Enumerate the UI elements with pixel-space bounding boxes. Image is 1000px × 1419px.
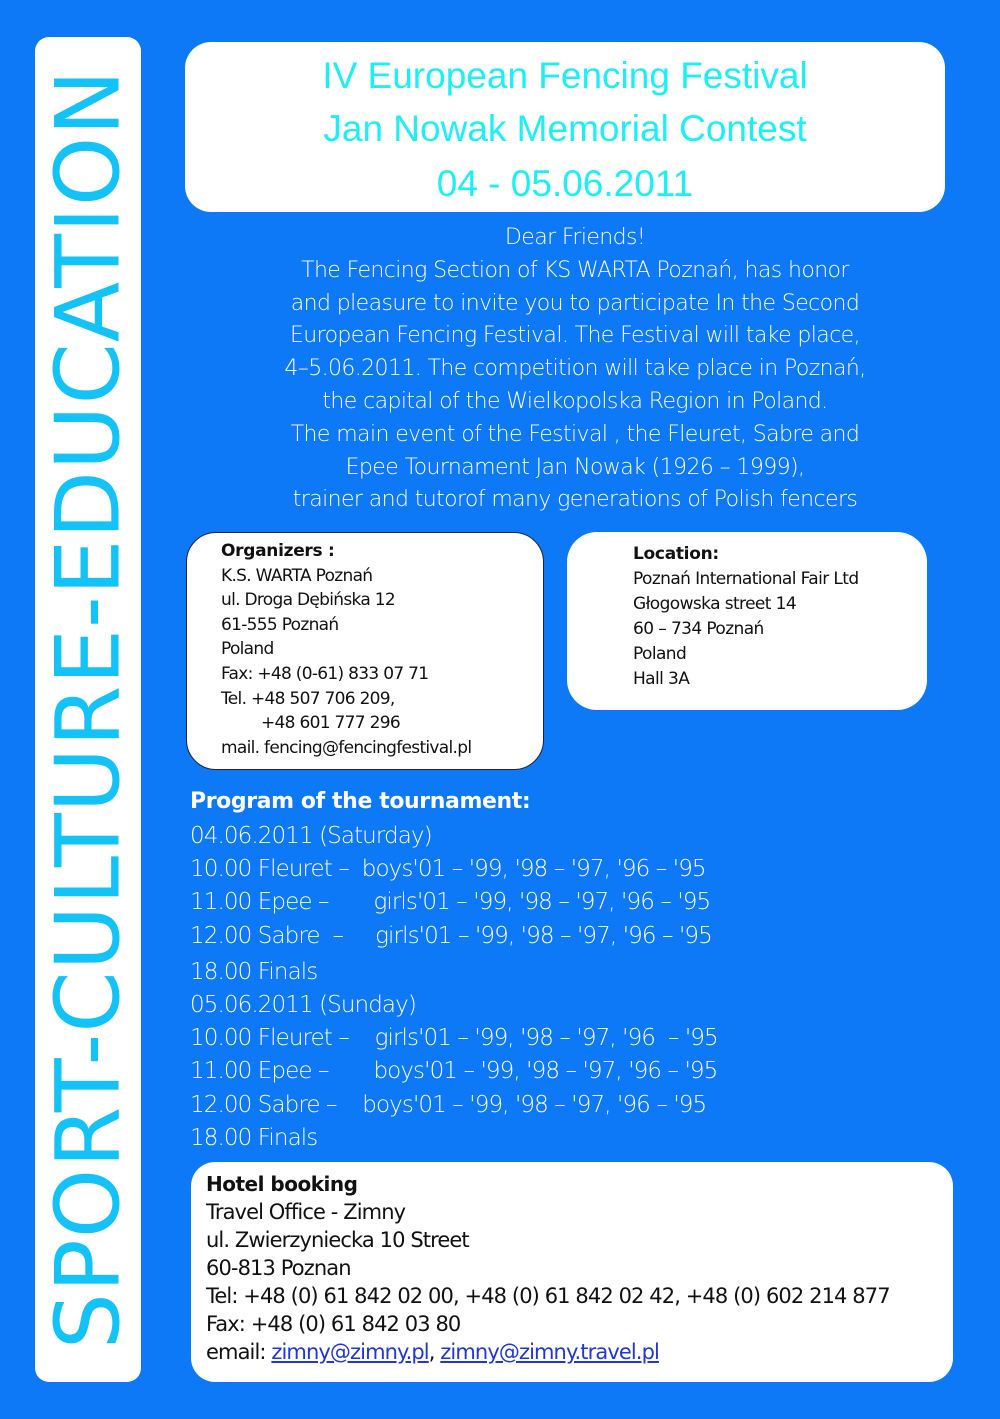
program-entry: 18.00 Finals <box>190 958 318 985</box>
hotel-heading: Hotel booking <box>206 1172 358 1196</box>
intro-line: the capital of the Wielkopolska Region in Poland. <box>322 388 828 414</box>
program-heading: Program of the tournament: <box>190 789 531 814</box>
festival-title: IV European Fencing Festival <box>322 55 808 96</box>
hotel-tel: Tel: +48 (0) 61 842 02 00, +48 (0) 61 842 02 42, +48 (0) 602 214 877 <box>206 1284 890 1308</box>
hotel-street: ul. Zwierzyniecka 10 Street <box>206 1228 469 1252</box>
organizers-heading: Organizers : <box>221 541 335 561</box>
organizer-fax: Fax: +48 (0-61) 833 07 71 <box>221 663 429 684</box>
location-heading: Location: <box>633 544 719 564</box>
intro-line: European Fencing Festival. The Festival will take place, <box>289 323 861 349</box>
organizer-tel: Tel. +48 507 706 209, <box>221 688 395 709</box>
event-dates: 04 - 05.06.2011 <box>436 163 694 204</box>
intro-line: The Fencing Section of KS WARTA Poznań, has honor <box>301 257 849 283</box>
hotel-booking-card <box>191 1162 953 1382</box>
program-entry: 12.00 Sabre – boys'01 – '99, '98 – '97, '96 – '95 <box>190 1091 707 1118</box>
organizer-tel-2: +48 601 777 296 <box>261 713 400 734</box>
contest-subtitle: Jan Nowak Memorial Contest <box>323 108 807 149</box>
hotel-email-label: email: <box>206 1340 272 1364</box>
hotel-postal: 60-813 Poznan <box>206 1256 351 1280</box>
location-hall: Hall 3A <box>633 669 690 689</box>
location-country: Poland <box>633 644 687 664</box>
organizer-postal: 61-555 Poznań <box>221 614 339 635</box>
program-entry: 10.00 Fleuret – boys'01 – '99, '98 – '97, '96 – '95 <box>190 856 706 883</box>
hotel-fax: Fax: +48 (0) 61 842 03 80 <box>206 1312 461 1336</box>
program-day-sunday: 05.06.2011 (Sunday) <box>190 992 416 1019</box>
tournament-program <box>190 786 718 1155</box>
organizer-country: Poland <box>221 639 274 660</box>
intro-line: trainer and tutorof many generations of Polish fencers <box>292 487 858 513</box>
title-box <box>185 42 945 212</box>
hotel-email-link-1[interactable]: zimny@zimny.pl <box>271 1340 429 1364</box>
hotel-email-link-2[interactable]: zimny@zimny.travel.pl <box>440 1340 659 1364</box>
organizer-mail: mail. fencing@fencingfestival.pl <box>221 737 472 758</box>
hotel-email-line <box>206 1338 953 1366</box>
program-entry: 18.00 Finals <box>190 1124 318 1151</box>
program-entry: 12.00 Sabre – girls'01 – '99, '98 – '97, '96 – '95 <box>190 922 712 949</box>
side-banner-text: SPORT-CULTURE-EDUCATION <box>36 68 140 1350</box>
program-entry: 11.00 Epee – girls'01 – '99, '98 – '97, '96 – '95 <box>190 889 711 916</box>
program-entry: 10.00 Fleuret – girls'01 – '99, '98 – '97, '96 – '95 <box>190 1025 718 1052</box>
organizers-card <box>186 532 544 770</box>
location-postal: 60 – 734 Poznań <box>633 619 764 639</box>
intro-line: Epee Tournament Jan Nowak (1926 – 1999), <box>345 454 805 480</box>
location-card <box>567 532 927 710</box>
hotel-email-separator: , <box>428 1340 441 1364</box>
organizer-name: K.S. WARTA Poznań <box>221 565 373 586</box>
location-venue: Poznań International Fair Ltd <box>633 569 859 589</box>
intro-line: 4–5.06.2011. The competition will take place in Poznań, <box>284 356 866 382</box>
location-street: Głogowska street 14 <box>633 594 797 614</box>
program-day-saturday: 04.06.2011 (Saturday) <box>190 823 432 849</box>
intro-line: The main event of the Festival , the Fleuret, Sabre and <box>290 421 860 447</box>
hotel-office: Travel Office - Zimny <box>206 1200 406 1224</box>
organizer-street: ul. Droga Dębińska 12 <box>221 590 396 611</box>
invitation-text <box>215 222 935 517</box>
intro-line: and pleasure to invite you to participate In the Second <box>290 290 860 316</box>
program-entry: 11.00 Epee – boys'01 – '99, '98 – '97, '96 – '95 <box>190 1058 718 1085</box>
intro-line: Dear Friends! <box>504 225 646 250</box>
